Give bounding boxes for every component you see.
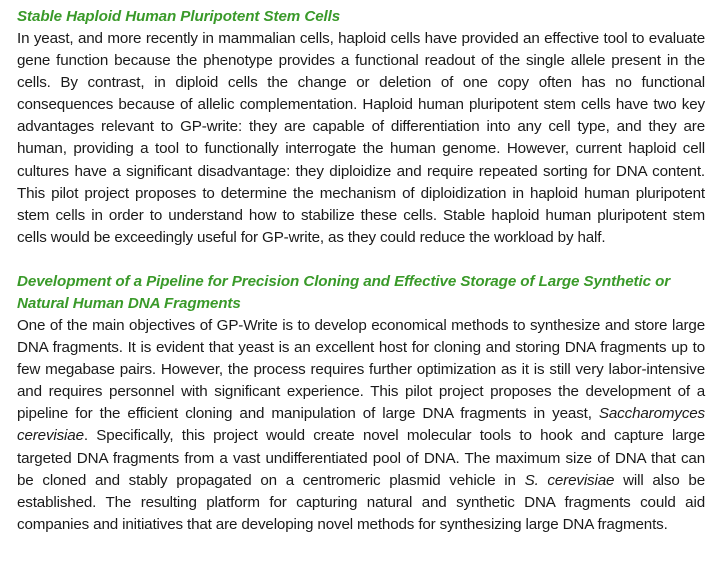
section-haploid-stem-cells bbox=[17, 6, 705, 249]
species-name-full: Saccharomyces cerevisiae bbox=[17, 405, 705, 445]
species-name-short: S. cerevisiae bbox=[524, 471, 615, 489]
paragraph-text-part-1: One of the main objectives of GP-Write is to develop economical methods to synthesize and store large DNA fragments. It is evident that yeast is an excellent host for cloning and storing DNA fragments up to few megabase pairs. However, the process requires further optimization as it is still very labor-intensive and requires personnel with significant experience. This pilot project proposes the development of a pipeline for the efficient cloning and manipulation of large DNA fragments in yeast, bbox=[17, 316, 705, 423]
paragraph-text-part-3: will also be established. The resulting platform for capturing natural and synthetic DNA fragments could aid companies and initiatives that are developing novel methods for synthesizing large DNA fragments. bbox=[17, 471, 705, 533]
document-page bbox=[17, 6, 705, 536]
paragraph-text-part-2: . Specifically, this project would create novel molecular tools to hook and capture large targeted DNA fragments from a vast undifferentiated pool of DNA. The maximum size of DNA that can be cloned and stably propagated on a centromeric plasmid vehicle in bbox=[17, 427, 705, 489]
section-dna-cloning-pipeline bbox=[17, 271, 705, 536]
section-paragraph: In yeast, and more recently in mammalian cells, haploid cells have provided an effective tool to evaluate gene function because the phenotype provides a functional readout of the single allele present in the cells. By contrast, in diploid cells the change or deletion of one copy often has no functional consequences because of allelic complementation. Haploid human pluripotent stem cells have two key advantages relevant to GP-write: they are capable of differentiation into any cell type, and they are human, providing a tool to functionally interrogate the human genome. However, current haploid cell cultures have a significant disadvantage: they diploidize and require repeated sorting for DNA content. This pilot project proposes to determine the mechanism of diploidization in haploid human pluripotent stem cells in order to understand how to stabilize these cells. Stable haploid human pluripotent stem cells would be exceedingly useful for GP-write, as they could reduce the workload by half. bbox=[17, 30, 705, 246]
section-heading: Development of a Pipeline for Precision Cloning and Effective Storage of Large Synthetic or Natural Human DNA Fragments bbox=[17, 272, 671, 312]
section-paragraph bbox=[17, 315, 705, 536]
section-heading: Stable Haploid Human Pluripotent Stem Cells bbox=[17, 8, 341, 25]
